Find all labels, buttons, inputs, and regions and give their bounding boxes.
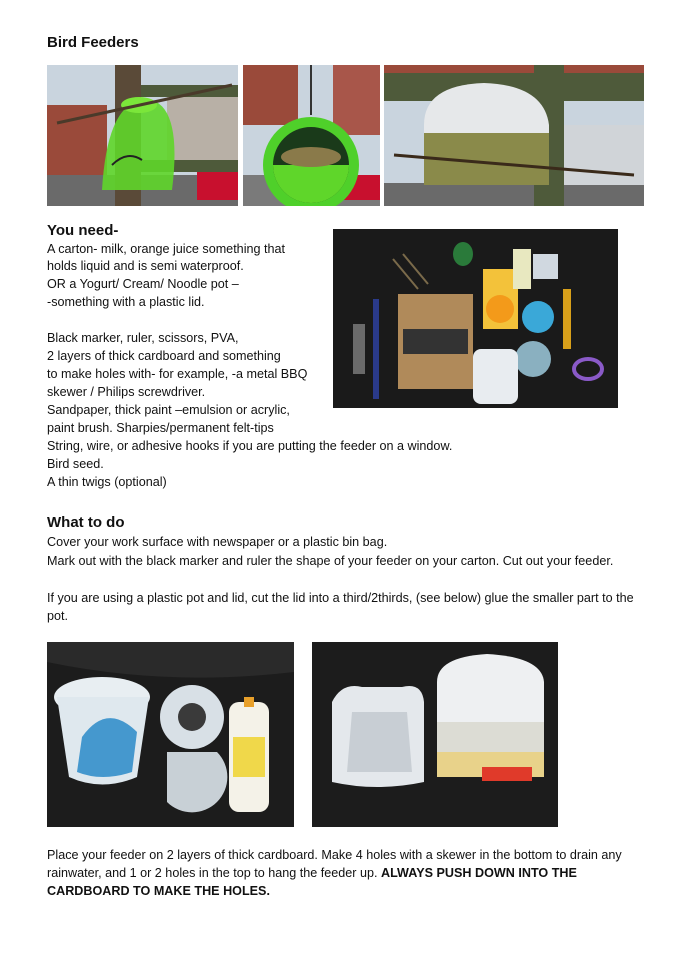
instruction-paragraph: If you are using a plastic pot and lid, cut the lid into a third/2thirds, (see below) glue the smaller part to the pot.: [47, 591, 634, 623]
you-need-line: paint brush. Sharpies/permanent felt-tips: [47, 421, 274, 435]
final-instruction-paragraph: [47, 846, 631, 900]
you-need-line: skewer / Philips screwdriver.: [47, 385, 206, 399]
you-need-heading: You need-: [47, 222, 119, 239]
warning-text: ALWAYS PUSH DOWN INTO THE CARDBOARD TO MAKE THE HOLES.: [47, 866, 577, 898]
materials-photo: [333, 229, 618, 408]
pot-and-lid-photo: [47, 642, 294, 827]
you-need-line: A carton- milk, orange juice something that: [47, 242, 286, 256]
you-need-line: Black marker, ruler, scissors, PVA,: [47, 331, 239, 345]
pot-feeder-photo: [243, 65, 380, 206]
final-instruction-text: Place your feeder on 2 layers of thick cardboard. Make 4 holes with a skewer in the bottom to drain any rainwater, and 1 or 2 holes in the top to hang the feeder up.: [47, 848, 622, 880]
you-need-line: Bird seed.: [47, 457, 104, 471]
you-need-line: 2 layers of thick cardboard and something: [47, 349, 281, 363]
you-need-line: A thin twigs (optional): [47, 475, 167, 489]
carton-feeder-photo: [384, 65, 644, 206]
page-title: Bird Feeders: [47, 34, 139, 51]
instruction-paragraph: Cover your work surface with newspaper or a plastic bin bag.: [47, 535, 388, 549]
bottle-feeder-photo: [47, 65, 238, 206]
you-need-line: -something with a plastic lid.: [47, 295, 205, 309]
you-need-line: Sandpaper, thick paint –emulsion or acrylic,: [47, 403, 290, 417]
you-need-line: holds liquid and is semi waterproof.: [47, 259, 244, 273]
instruction-paragraph: Mark out with the black marker and ruler the shape of your feeder on your carton. Cut out your feeder.: [47, 554, 614, 568]
cut-carton-photo: [312, 642, 558, 827]
you-need-line: to make holes with- for example, -a metal BBQ: [47, 367, 308, 381]
what-to-do-heading: What to do: [47, 514, 125, 531]
you-need-line: String, wire, or adhesive hooks if you are putting the feeder on a window.: [47, 439, 453, 453]
you-need-line: OR a Yogurt/ Cream/ Noodle pot –: [47, 277, 239, 291]
